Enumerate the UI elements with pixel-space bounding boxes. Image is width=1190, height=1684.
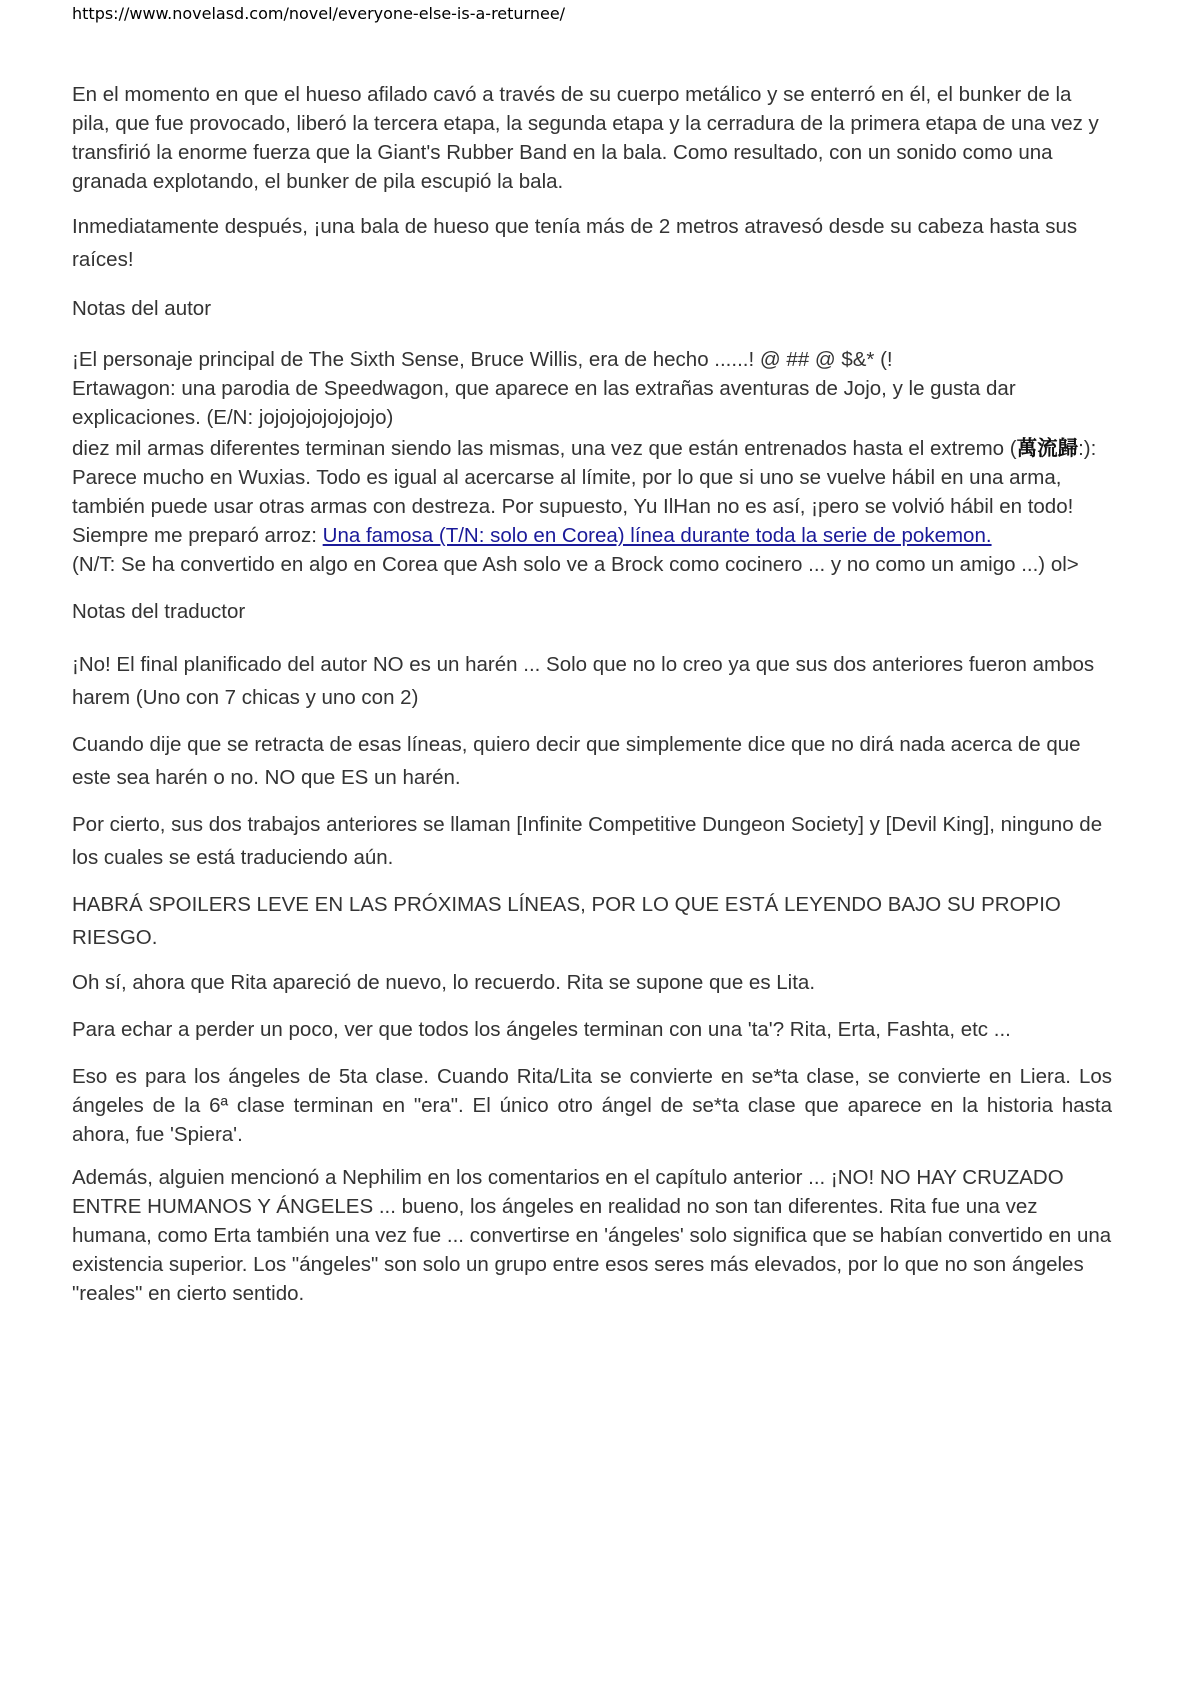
author-note-text: diez mil armas diferentes terminan siendo las mismas, una vez que están entrenados hasta el extremo ( — [72, 437, 1017, 460]
translator-note: Además, alguien mencionó a Nephilim en los comentarios en el capítulo anterior ... ¡NO! NO HAY CRUZADO ENTRE HUMANOS Y ÁNGELES ... bueno, los ángeles en realidad no son tan diferentes. Rita fue una vez humana, como Erta también una vez fue ... convertirse en 'ángeles' solo significa que se habían convertido en una existencia superior. Los "ángeles" son solo un grupo entre esos seres más elevados, por lo que no son ángeles "reales" en cierto sentido. — [72, 1166, 1112, 1305]
translator-note: ¡No! El final planificado del autor NO es un harén ... Solo que no lo creo ya que sus dos anteriores fueron ambos harem (Uno con 7 chicas y uno con 2) — [72, 653, 1095, 709]
story-paragraph: Inmediatamente después, ¡una bala de hueso que tenía más de 2 metros atravesó desde su cabeza hasta sus raíces! — [72, 215, 1078, 271]
translator-note: Para echar a perder un poco, ver que todos los ángeles terminan con una 'ta'? Rita, Erta, Fashta, etc ... — [72, 1018, 1011, 1041]
author-note-text: Siempre me preparó arroz: — [72, 524, 323, 547]
author-note: ¡El personaje principal de The Sixth Sense, Bruce Willis, era de hecho ......! @ ## @ $&* (! — [72, 348, 893, 371]
translator-note: Por cierto, sus dos trabajos anteriores se llaman [Infinite Competitive Dungeon Society] y [Devil King], ninguno de los cuales se está traduciendo aún. — [72, 813, 1103, 869]
translator-note: Eso es para los ángeles de 5ta clase. Cuando Rita/Lita se convierte en se*ta clase, se convierte en Liera. Los ángeles de la 6ª clase terminan en "era". El único otro ángel de se*ta clase que aparece en la historia hasta ahora, fue 'Spiera'. — [72, 1065, 1112, 1146]
pokemon-link[interactable]: Una famosa (T/N: solo en Corea) línea durante toda la serie de pokemon. — [322, 524, 992, 547]
author-notes-heading: Notas del autor — [72, 297, 212, 320]
translator-note: Cuando dije que se retracta de esas líneas, quiero decir que simplemente dice que no dirá nada acerca de que este sea harén o no. NO que ES un harén. — [72, 733, 1081, 789]
cjk-term: 萬流歸 — [1016, 437, 1079, 460]
author-note: (N/T: Se ha convertido en algo en Corea que Ash solo ve a Brock como cocinero ... y no como un amigo ...) ol> — [72, 553, 1079, 576]
author-note — [72, 434, 1112, 521]
translator-note: Oh sí, ahora que Rita apareció de nuevo, lo recuerdo. Rita se supone que es Lita. — [72, 971, 816, 994]
translator-notes-heading: Notas del traductor — [72, 600, 246, 623]
author-note-text: :): Parece mucho en Wuxias. Todo es igual al acercarse al límite, por lo que si uno se vuelve hábil en una arma, también puede usar otras armas con destreza. Por supuesto, Yu IlHan no es así, ¡pero se volvió hábil en todo! — [72, 437, 1097, 518]
author-note: Ertawagon: una parodia de Speedwagon, que aparece en las extrañas aventuras de Jojo, y le gusta dar explicaciones. (E/N: jojojojojojojojo) — [72, 377, 1016, 429]
translator-note: HABRÁ SPOILERS LEVE EN LAS PRÓXIMAS LÍNEAS, POR LO QUE ESTÁ LEYENDO BAJO SU PROPIO RIESGO. — [72, 893, 1061, 949]
page-url: https://www.novelasd.com/novel/everyone-else-is-a-returnee/ — [72, 4, 566, 23]
story-paragraph: En el momento en que el hueso afilado cavó a través de su cuerpo metálico y se enterró en él, el bunker de la pila, que fue provocado, liberó la tercera etapa, la segunda etapa y la cerradura de la primera etapa de una vez y transfirió la enorme fuerza que la Giant's Rubber Band en la bala. Como resultado, con un sonido como una granada explotando, el bunker de pila escupió la bala. — [72, 83, 1099, 193]
author-note — [72, 521, 1112, 550]
document-body — [72, 80, 1112, 1322]
